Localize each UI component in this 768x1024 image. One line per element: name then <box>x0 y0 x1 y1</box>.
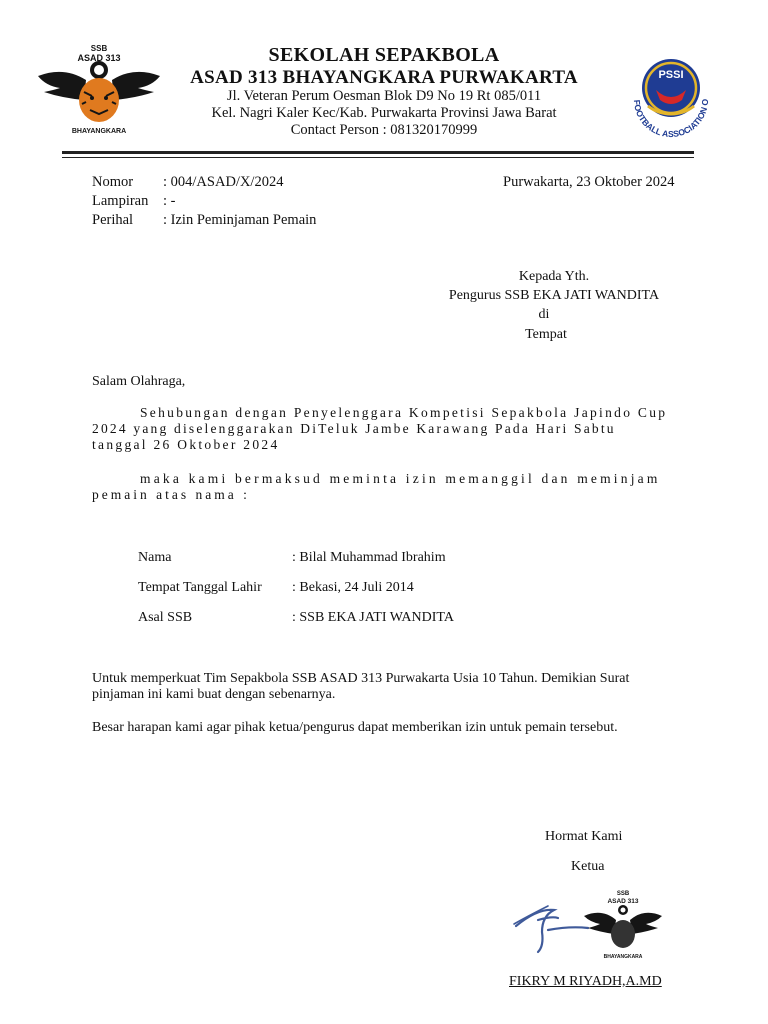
recipient-line4: Tempat <box>525 327 567 342</box>
pssi-center-text: PSSI <box>658 69 684 81</box>
para2-line1: maka kami bermaksud meminta izin memanggil dan meminjam <box>140 471 661 486</box>
pssi-logo <box>612 40 730 158</box>
logo-left-arc-text: ASAD 313 <box>77 53 121 63</box>
recipient-line2: Pengurus SSB EKA JATI WANDITA <box>448 288 660 303</box>
address-line2: Kel. Nagri Kaler Kec/Kab. Purwakarta Provinsi Jawa Barat <box>211 105 557 121</box>
recipient-line1: Kepada Yth. <box>518 269 590 284</box>
para1-line1: Sehubungan dengan Penyelenggara Kompetisi Sepakbola Japindo Cup <box>140 405 668 420</box>
stamp-bottom-text: BHAYANGKARA <box>603 954 643 960</box>
para3-line2: pinjaman ini kami buat dengan sebenarnya. <box>92 687 336 702</box>
player-origin-value: : SSB EKA JATI WANDITA <box>292 610 454 625</box>
place-date: Purwakarta, 23 Oktober 2024 <box>503 174 675 190</box>
contact-person: Contact Person : 081320170999 <box>290 122 478 138</box>
player-name-value: : Bilal Muhammad Ibrahim <box>292 550 446 565</box>
logo-left-top-text: SSB <box>90 44 108 53</box>
para1-line3: tanggal 26 Oktober 2024 <box>92 437 280 452</box>
para4: Besar harapan kami agar pihak ketua/pengurus dapat memberikan izin untuk pemain tersebut. <box>92 720 618 735</box>
player-birth-label: Tempat Tanggal Lahir <box>138 580 262 595</box>
letterhead-rule-thin <box>62 157 694 158</box>
recipient-line3: di <box>538 307 550 322</box>
signatory-name: FIKRY M RIYADH,A.MD <box>509 974 662 989</box>
school-name-line1: SEKOLAH SEPAKBOLA <box>268 44 500 66</box>
player-birth-value: : Bekasi, 24 Juli 2014 <box>292 580 414 595</box>
signature-stamp <box>508 886 668 966</box>
player-origin-label: Asal SSB <box>138 610 193 625</box>
para3-line1: Untuk memperkuat Tim Sepakbola SSB ASAD 313 Purwakarta Usia 10 Tahun. Demikian Surat <box>92 671 630 686</box>
para1-line2: 2024 yang diselenggarakan DiTeluk Jambe Karawang Pada Hari Sabtu <box>92 421 616 436</box>
regards-text: Hormat Kami <box>545 829 623 844</box>
stamp-top-text: SSB <box>616 891 630 897</box>
lampiran-value: : - <box>163 193 176 209</box>
perihal-label: Perihal <box>92 212 134 228</box>
address-line1: Jl. Veteran Perum Oesman Blok D9 No 19 Rt 085/011 <box>226 88 542 104</box>
nomor-value: : 004/ASAD/X/2024 <box>163 174 284 190</box>
pssi-ring-text: FOOTBALL ASSOCIATION O <box>631 98 711 140</box>
stamp-arc-text: ASAD 313 <box>607 898 639 905</box>
perihal-value: : Izin Peminjaman Pemain <box>163 212 317 228</box>
letterhead-rule-thick <box>62 151 694 154</box>
nomor-label: Nomor <box>92 174 134 190</box>
lampiran-label: Lampiran <box>92 193 149 209</box>
player-name-label: Nama <box>138 550 172 565</box>
logo-left-bottom-text: BHAYANGKARA <box>71 128 127 135</box>
position-text: Ketua <box>571 859 605 874</box>
para2-line2: pemain atas nama : <box>92 487 250 502</box>
school-name-line2: ASAD 313 BHAYANGKARA PURWAKARTA <box>190 67 578 88</box>
greeting: Salam Olahraga, <box>92 374 186 389</box>
